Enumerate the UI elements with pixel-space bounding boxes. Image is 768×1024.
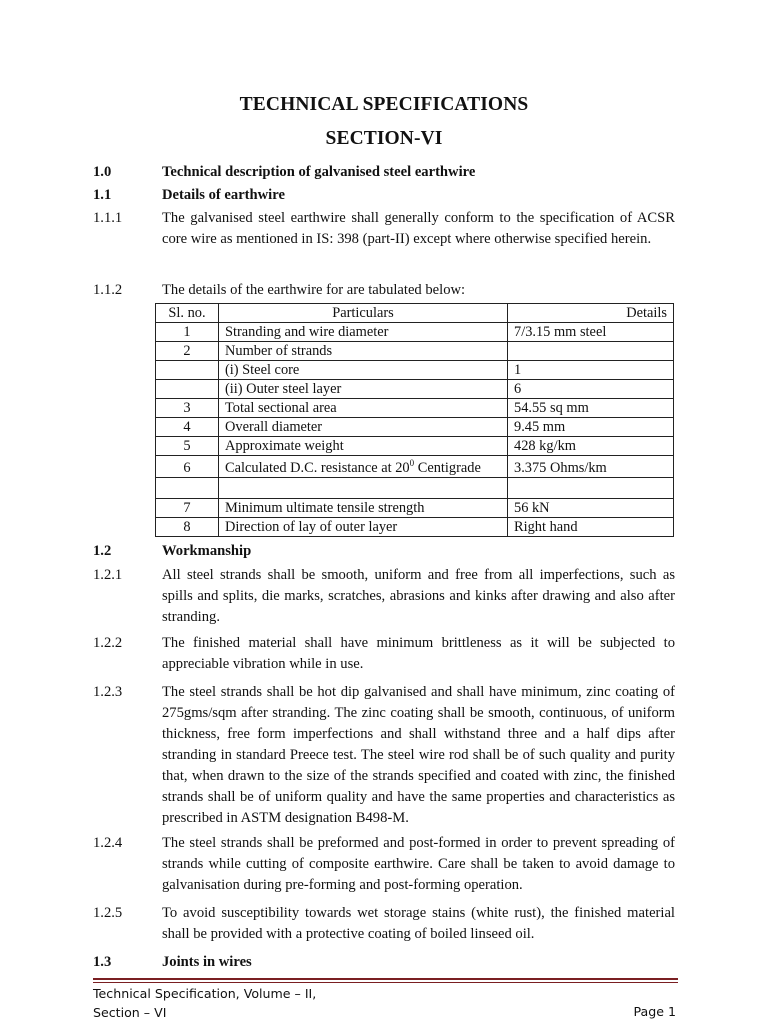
table-cell: Approximate weight — [219, 437, 508, 456]
page-subtitle: SECTION-VI — [325, 128, 443, 149]
table-cell: Stranding and wire diameter — [219, 323, 508, 342]
footer-page-number: Page 1 — [633, 1004, 676, 1019]
table-cell — [508, 342, 674, 361]
table-cell: 3 — [156, 399, 219, 418]
table-row — [156, 380, 674, 399]
section-heading: Details of earthwire — [162, 187, 285, 203]
table-cell: 1 — [508, 361, 674, 380]
table-cell: 2 — [156, 342, 219, 361]
table-cell: 8 — [156, 518, 219, 537]
table-row — [156, 518, 674, 537]
section-number: 1.2.5 — [93, 905, 123, 921]
section-paragraph: The finished material shall have minimum brittleness as it will be subjected to appreciable vibration while in use. — [162, 635, 675, 672]
section-number: 1.0 — [93, 164, 112, 180]
table-cell: 56 kN — [508, 499, 674, 518]
footer-doc-title: Technical Specification, Volume – II, — [93, 986, 317, 1001]
table-cell: 54.55 sq mm — [508, 399, 674, 418]
section-paragraph: All steel strands shall be smooth, uniform and free from all imperfections, such as spills and splits, die marks, scratches, abrasions and kinks after drawing and also after stranding. — [162, 567, 675, 625]
section-number: 1.1 — [93, 187, 112, 203]
section-number: 1.1.1 — [93, 210, 123, 226]
table-cell: (ii) Outer steel layer — [219, 380, 508, 399]
section-number: 1.2 — [93, 543, 112, 559]
table-header-cell: Particulars — [219, 304, 508, 323]
earthwire-details-table — [155, 303, 674, 537]
section-heading: Technical description of galvanised steel earthwire — [162, 164, 476, 180]
table-header-row — [156, 304, 674, 323]
section-paragraph: The steel strands shall be preformed and post-formed in order to prevent spreading of strands while cutting of composite earthwire. Care shall be taken to avoid damage to galvanisation during pre-forming and post-forming operation. — [162, 835, 675, 893]
section-heading: Workmanship — [162, 543, 252, 559]
spacer-cell — [219, 478, 508, 499]
footer-rule-thin — [93, 982, 678, 983]
table-header-cell: Details — [508, 304, 674, 323]
table-cell: 7/3.15 mm steel — [508, 323, 674, 342]
table-cell: 1 — [156, 323, 219, 342]
resistance-unit-label: Centigrade — [414, 460, 481, 476]
table-cell: Right hand — [508, 518, 674, 537]
table-row — [156, 456, 674, 478]
spacer-cell — [508, 478, 674, 499]
section-paragraph: To avoid susceptibility towards wet storage stains (white rust), the finished material shall be provided with a protective coating of boiled linseed oil. — [162, 905, 675, 942]
table-row — [156, 361, 674, 380]
table-spacer-row — [156, 478, 674, 499]
table-cell: 6 — [156, 456, 219, 478]
section-number: 1.2.1 — [93, 567, 123, 583]
table-row — [156, 499, 674, 518]
table-cell: Direction of lay of outer layer — [219, 518, 508, 537]
footer-rule-thick — [93, 978, 678, 980]
table-cell: 5 — [156, 437, 219, 456]
table-row — [156, 418, 674, 437]
table-row — [156, 323, 674, 342]
table-cell: Total sectional area — [219, 399, 508, 418]
table-cell: Overall diameter — [219, 418, 508, 437]
table-cell: 4 — [156, 418, 219, 437]
table-row — [156, 399, 674, 418]
table-cell — [219, 456, 508, 478]
section-paragraph: The details of the earthwire for are tabulated below: — [162, 282, 466, 298]
section-number: 1.2.3 — [93, 684, 123, 700]
table-cell: (i) Steel core — [219, 361, 508, 380]
section-heading: Joints in wires — [162, 954, 252, 970]
table-cell: 6 — [508, 380, 674, 399]
table-cell: 3.375 Ohms/km — [508, 456, 674, 478]
section-paragraph: The galvanised steel earthwire shall generally conform to the specification of ACSR core wire as mentioned in IS: 398 (part-II) except where otherwise specified herein. — [162, 210, 675, 247]
table-cell: 9.45 mm — [508, 418, 674, 437]
section-number: 1.2.4 — [93, 835, 123, 851]
table-cell: Minimum ultimate tensile strength — [219, 499, 508, 518]
section-number: 1.1.2 — [93, 282, 123, 298]
resistance-label: Calculated D.C. resistance at 20 — [225, 460, 410, 476]
degree-superscript: 0 — [409, 458, 415, 469]
table-cell — [156, 361, 219, 380]
table-cell — [156, 380, 219, 399]
section-number: 1.2.2 — [93, 635, 123, 651]
spacer-cell — [156, 478, 219, 499]
table-header-cell: Sl. no. — [156, 304, 219, 323]
footer-section: Section – VI — [93, 1005, 167, 1020]
section-number: 1.3 — [93, 954, 112, 970]
table-cell: 7 — [156, 499, 219, 518]
table-cell: Number of strands — [219, 342, 508, 361]
table-cell: 428 kg/km — [508, 437, 674, 456]
table-row — [156, 342, 674, 361]
table-row — [156, 437, 674, 456]
section-paragraph: The steel strands shall be hot dip galvanised and shall have minimum, zinc coating of 275gms/sqm after stranding. The zinc coating shall be smooth, continuous, of uniform thickness, free form imperfections and shall withstand three and a half dips after stranding in standard Preece test. The steel wire rod shall be of such quality and purity that, when drawn to the size of the strands specified and coated with zinc, the finished strands shall be of uniform quality and have the same properties and characteristics as prescribed in ASTM designation B498-M. — [162, 684, 675, 826]
page-title: TECHNICAL SPECIFICATIONS — [239, 94, 529, 115]
